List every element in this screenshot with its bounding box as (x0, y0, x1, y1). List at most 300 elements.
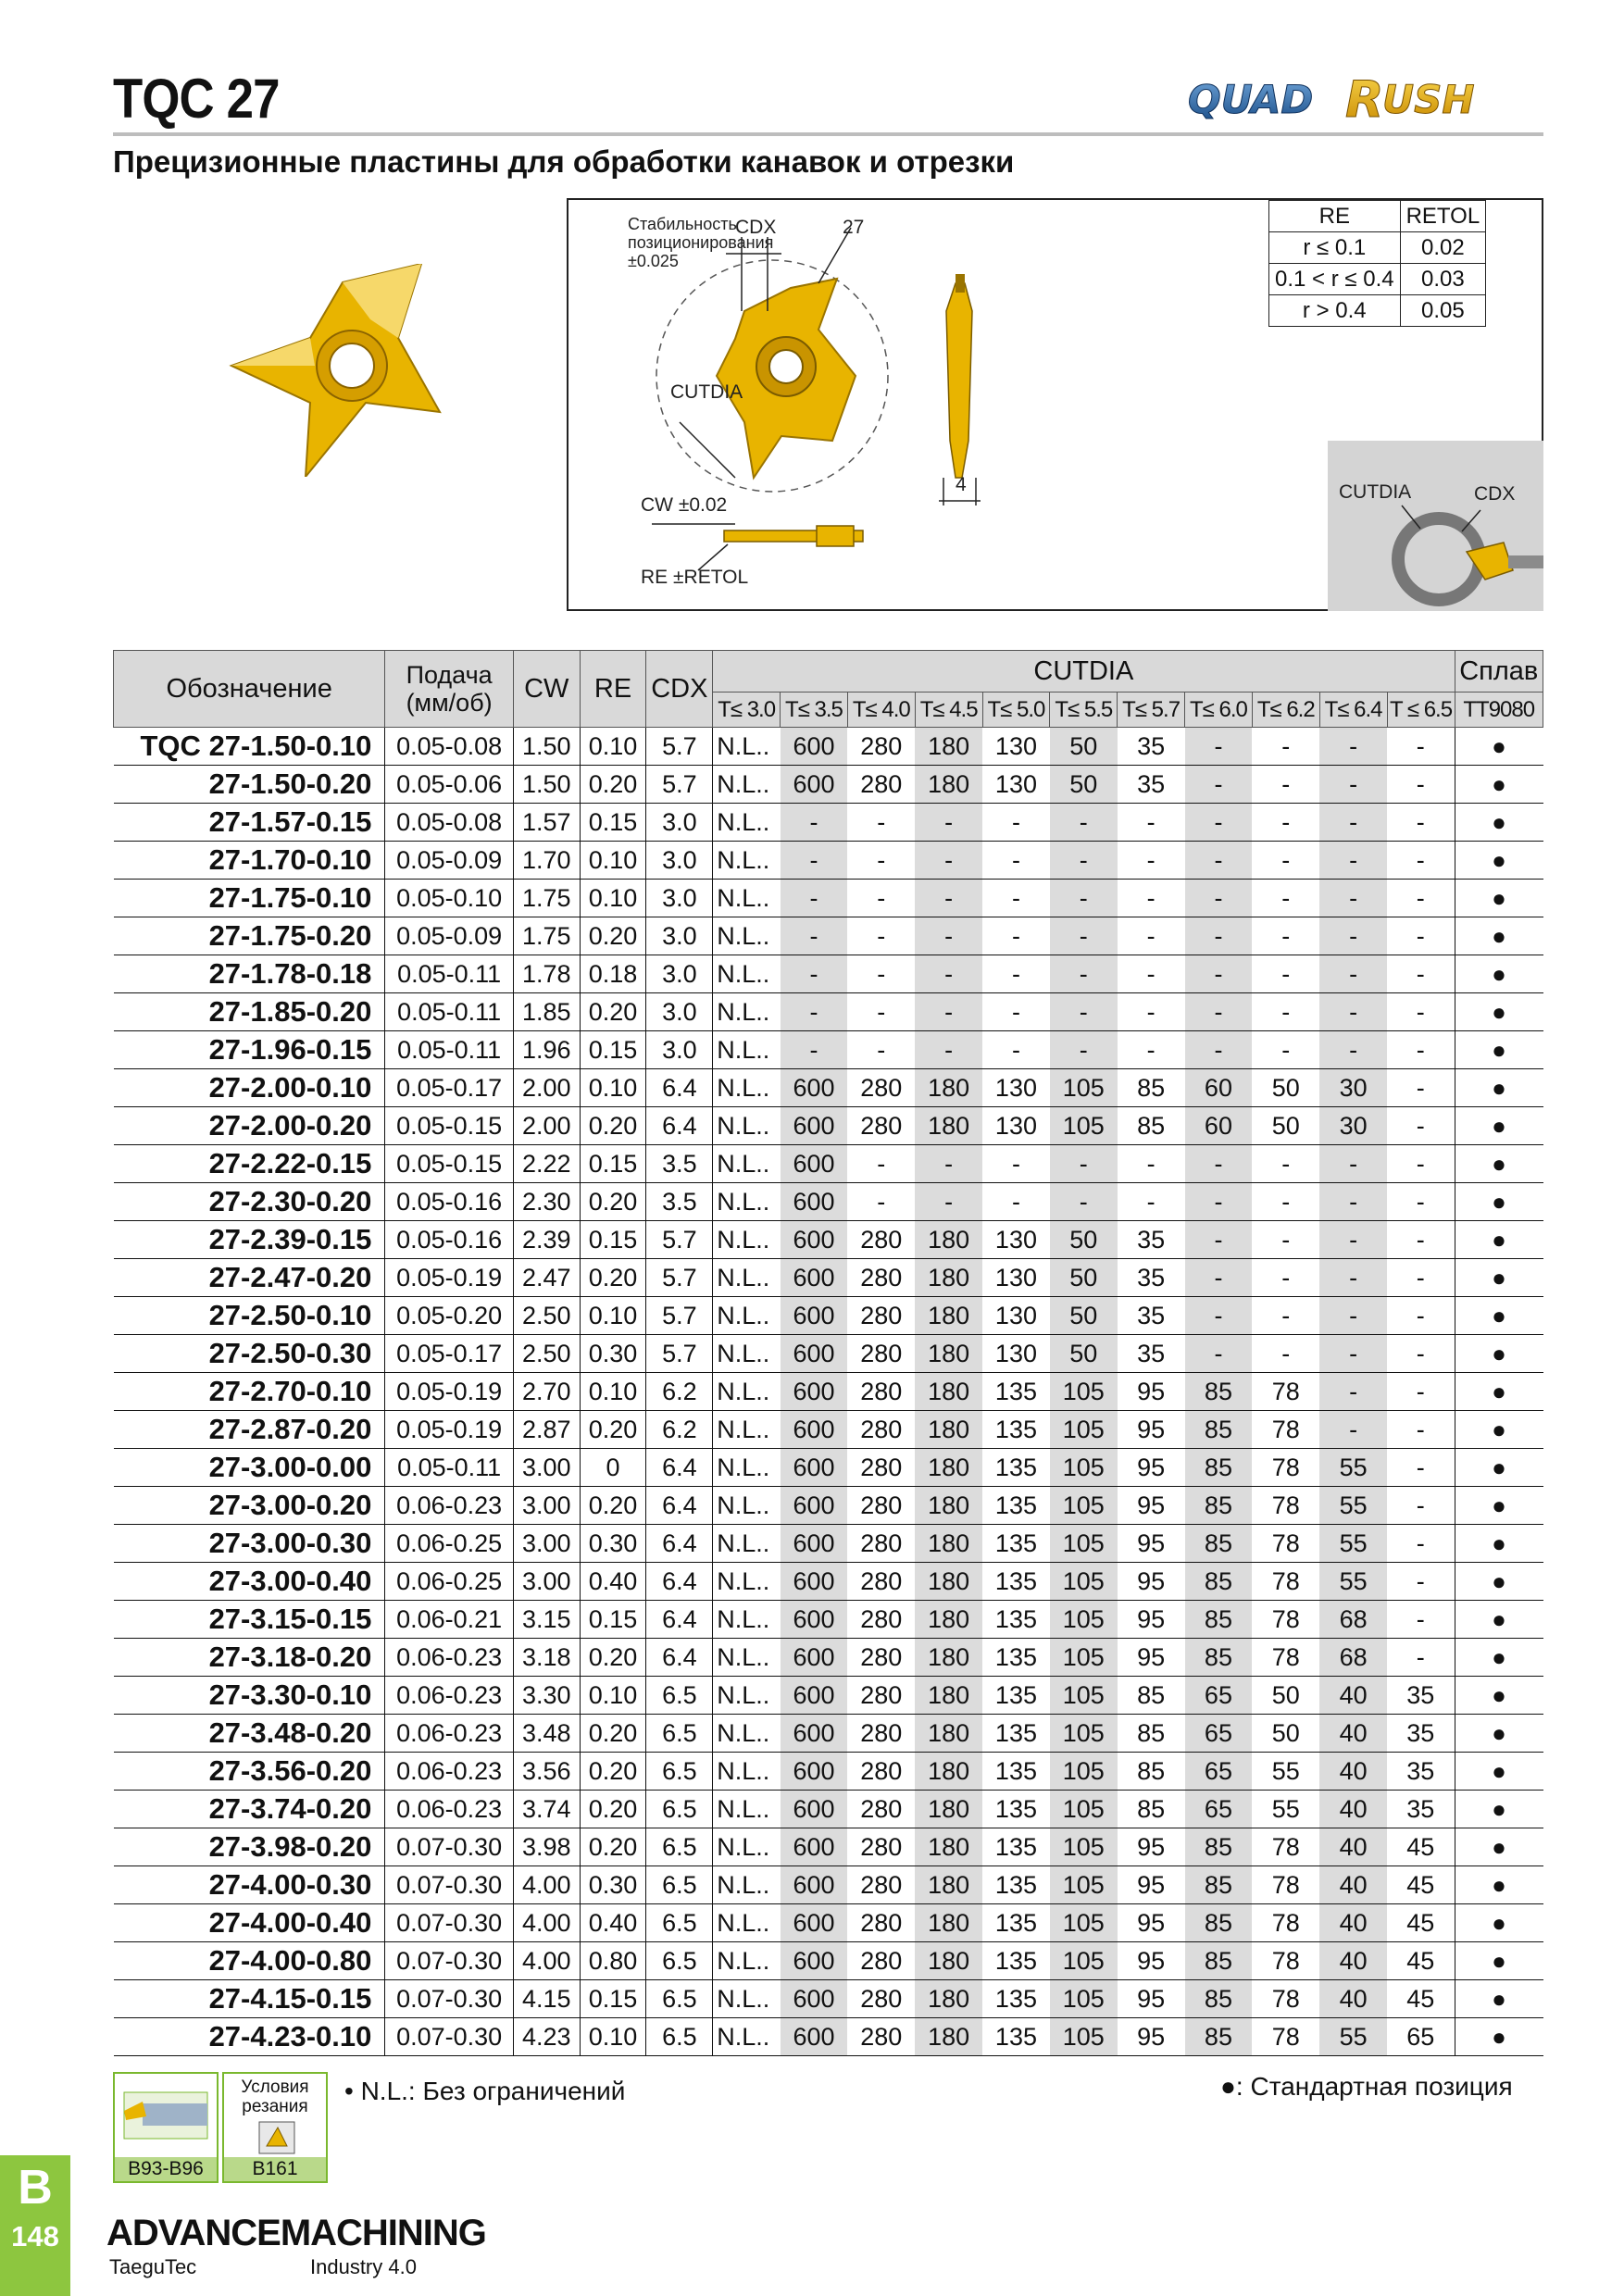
cutdia-cell: - (915, 1145, 982, 1183)
cutdia-cell: 78 (1252, 1563, 1319, 1601)
cutdia-cell: 180 (915, 1677, 982, 1715)
feed-cell: 0.06-0.21 (385, 1601, 513, 1639)
cutdia-cell: N.L.. (713, 1183, 781, 1221)
cutdia-cell: 600 (781, 1373, 848, 1411)
designation-cell: 27-2.22-0.15 (114, 1145, 385, 1183)
cutdia-cell: - (982, 1183, 1050, 1221)
cutdia-cell: N.L.. (713, 1411, 781, 1449)
cutdia-cell: 600 (781, 1563, 848, 1601)
cutdia-cell: 135 (982, 1715, 1050, 1753)
cw-cell: 4.00 (513, 1904, 580, 1942)
designation-cell: 27-1.75-0.10 (114, 880, 385, 917)
cutdia-cell: - (915, 1183, 982, 1221)
cutdia-cell: - (1252, 1183, 1319, 1221)
designation-cell: 27-4.23-0.10 (114, 2018, 385, 2056)
cutdia-cell: - (1118, 1031, 1185, 1069)
feed-cell: 0.05-0.11 (385, 1449, 513, 1487)
cutdia-cell: 280 (847, 1069, 915, 1107)
cw-cell: 3.98 (513, 1828, 580, 1866)
standard-marker-cell: ● (1455, 804, 1543, 842)
cw-cell: 3.48 (513, 1715, 580, 1753)
cutdia-cell: 78 (1252, 1525, 1319, 1563)
reference-box-b93[interactable] (113, 2072, 219, 2183)
brand-sub-left: TaeguTec (109, 2255, 197, 2278)
cutdia-cell: 95 (1118, 1411, 1185, 1449)
designation-cell: 27-3.98-0.20 (114, 1828, 385, 1866)
cutdia-cell: - (1387, 1221, 1455, 1259)
cutdia-cell: 600 (781, 1980, 848, 2018)
cutdia-cell: - (847, 917, 915, 955)
cw-cell: 4.15 (513, 1980, 580, 2018)
designation-cell: 27-4.00-0.40 (114, 1904, 385, 1942)
section-letter: B (18, 2161, 53, 2215)
cutdia-cell: - (1387, 1031, 1455, 1069)
cw-cell: 4.00 (513, 1942, 580, 1980)
cutdia-cell: - (1252, 1221, 1319, 1259)
cutdia-cell: - (1252, 993, 1319, 1031)
cutdia-cell: 280 (847, 1942, 915, 1980)
cw-cell: 3.00 (513, 1563, 580, 1601)
table-row (114, 1335, 1543, 1373)
standard-marker-cell: ● (1455, 1601, 1543, 1639)
table-row (114, 728, 1543, 766)
cutdia-cell: 600 (781, 1449, 848, 1487)
cutdia-cell: - (1387, 842, 1455, 880)
feed-cell: 0.05-0.17 (385, 1069, 513, 1107)
designation-cell: 27-1.96-0.15 (114, 1031, 385, 1069)
cw-cell: 1.78 (513, 955, 580, 993)
cutdia-cell: N.L.. (713, 1525, 781, 1563)
cutdia-cell: 85 (1185, 1373, 1253, 1411)
cdx-cell: 3.0 (646, 917, 713, 955)
retol-cell: 0.02 (1400, 232, 1486, 264)
cutdia-cell: 78 (1252, 1639, 1319, 1677)
feed-cell: 0.05-0.15 (385, 1107, 513, 1145)
cutdia-cell: - (1387, 1411, 1455, 1449)
cutdia-cell: 135 (982, 2018, 1050, 2056)
cutdia-cell: 280 (847, 728, 915, 766)
cutdia-cell: N.L.. (713, 1980, 781, 2018)
cutdia-cell: 78 (1252, 1601, 1319, 1639)
cdx-cell: 6.5 (646, 2018, 713, 2056)
cutdia-cell: 50 (1050, 1221, 1118, 1259)
cutdia-cell: - (915, 804, 982, 842)
cutdia-cell: - (1185, 804, 1253, 842)
cutdia-cell: 35 (1118, 1297, 1185, 1335)
cutdia-cell: 95 (1118, 1525, 1185, 1563)
re-cell: 0.15 (580, 1980, 646, 2018)
re-cell: 0.10 (580, 1677, 646, 1715)
cutdia-cell: - (847, 880, 915, 917)
standard-marker-cell: ● (1455, 955, 1543, 993)
cutdia-cell: 180 (915, 1297, 982, 1335)
feed-cell: 0.06-0.23 (385, 1639, 513, 1677)
stability-label: Стабильность позиционирования ±0.025 (628, 215, 774, 270)
re-cell: 0.20 (580, 1753, 646, 1791)
feed-cell: 0.05-0.11 (385, 955, 513, 993)
designation-cell: 27-2.00-0.20 (114, 1107, 385, 1145)
cutdia-cell: 135 (982, 1449, 1050, 1487)
header-rule (113, 132, 1543, 136)
cdx-label: CDX (735, 217, 777, 238)
cw-cell: 4.00 (513, 1866, 580, 1904)
cutdia-cell: N.L.. (713, 1942, 781, 1980)
cutdia-cell: 600 (781, 1866, 848, 1904)
size-label: 27 (843, 217, 865, 238)
cutdia-cell: 180 (915, 1487, 982, 1525)
cutdia-cell: - (847, 993, 915, 1031)
cutdia-cell: 105 (1050, 1449, 1118, 1487)
re-cell: 0.20 (580, 1791, 646, 1828)
cutdia-cell: - (781, 993, 848, 1031)
cdx-cell: 5.7 (646, 1259, 713, 1297)
cutdia-cell: 40 (1319, 1980, 1387, 2018)
col-re: RE (580, 651, 646, 728)
photo-cutdia-label: CUTDIA (1339, 481, 1412, 503)
designation-cell: 27-1.70-0.10 (114, 842, 385, 880)
cutdia-cell: - (982, 993, 1050, 1031)
cutdia-cell: 600 (781, 1601, 848, 1639)
cutdia-cell: 105 (1050, 1639, 1118, 1677)
cutdia-cell: 35 (1118, 1335, 1185, 1373)
table-row (114, 993, 1543, 1031)
cutdia-cell: 280 (847, 2018, 915, 2056)
retol-cell: r ≤ 0.1 (1269, 232, 1401, 264)
cutdia-cell: - (1252, 917, 1319, 955)
cutdia-cell: - (1185, 1221, 1253, 1259)
col-feed: Подача (мм/об) (385, 651, 513, 728)
re-cell: 0.20 (580, 1259, 646, 1297)
standard-marker-cell: ● (1455, 1107, 1543, 1145)
cutdia-cell: 85 (1185, 1487, 1253, 1525)
cutdia-cell: 85 (1185, 1525, 1253, 1563)
standard-marker-cell: ● (1455, 1335, 1543, 1373)
cutdia-cell: N.L.. (713, 804, 781, 842)
cutdia-cell: 55 (1319, 1563, 1387, 1601)
designation-cell: 27-3.00-0.40 (114, 1563, 385, 1601)
table-row (114, 1601, 1543, 1639)
cutdia-cell: N.L.. (713, 1335, 781, 1373)
re-cell: 0.20 (580, 1715, 646, 1753)
cutdia-cell: 105 (1050, 1753, 1118, 1791)
cutdia-cell: - (1252, 842, 1319, 880)
cutdia-cell: - (1387, 766, 1455, 804)
cutdia-cell: - (1252, 955, 1319, 993)
cutdia-cell: 35 (1387, 1715, 1455, 1753)
feed-cell: 0.05-0.09 (385, 842, 513, 880)
cutdia-cell: N.L.. (713, 728, 781, 766)
cutdia-cell: N.L.. (713, 1677, 781, 1715)
cutdia-cell: 600 (781, 1221, 848, 1259)
cutdia-cell: 65 (1185, 1715, 1253, 1753)
retol-cell: 0.1 < r ≤ 0.4 (1269, 264, 1401, 295)
cutdia-cell: 130 (982, 1107, 1050, 1145)
cdx-cell: 6.5 (646, 1828, 713, 1866)
re-cell: 0.20 (580, 1411, 646, 1449)
cutdia-cell: - (1387, 728, 1455, 766)
cdx-cell: 5.7 (646, 728, 713, 766)
feed-cell: 0.05-0.08 (385, 728, 513, 766)
re-cell: 0.80 (580, 1942, 646, 1980)
cutdia-cell: 85 (1118, 1753, 1185, 1791)
cutdia-cell: 78 (1252, 2018, 1319, 2056)
cdx-cell: 6.5 (646, 1677, 713, 1715)
cw-cell: 3.18 (513, 1639, 580, 1677)
designation-cell: 27-1.75-0.20 (114, 917, 385, 955)
feed-cell: 0.07-0.30 (385, 1980, 513, 2018)
cutdia-cell: - (1118, 1145, 1185, 1183)
cutdia-cell: - (1185, 1335, 1253, 1373)
cutdia-cell: - (915, 880, 982, 917)
cutdia-cell: 180 (915, 1828, 982, 1866)
retol-cell: 0.03 (1400, 264, 1486, 295)
cutdia-cell: 45 (1387, 1866, 1455, 1904)
re-cell: 0.30 (580, 1866, 646, 1904)
re-cell: 0.20 (580, 1639, 646, 1677)
cutdia-cell: 30 (1319, 1107, 1387, 1145)
re-cell: 0.15 (580, 1221, 646, 1259)
cutdia-cell: 45 (1387, 1942, 1455, 1980)
cutdia-cell: 45 (1387, 1904, 1455, 1942)
feed-cell: 0.07-0.30 (385, 2018, 513, 2056)
col-cutdia: CUTDIA (713, 651, 1455, 693)
cutdia-cell: - (1185, 955, 1253, 993)
cutdia-cell: - (1319, 1259, 1387, 1297)
cw-cell: 3.30 (513, 1677, 580, 1715)
cutdia-cell: - (1118, 842, 1185, 880)
cutdia-cell: - (1185, 1031, 1253, 1069)
cutdia-cell: N.L.. (713, 880, 781, 917)
svg-text:R: R (1345, 72, 1384, 128)
col-cutdia-t: T≤ 5.5 (1050, 693, 1118, 728)
cutdia-cell: 280 (847, 1639, 915, 1677)
cutdia-cell: 280 (847, 1828, 915, 1866)
re-cell: 0.40 (580, 1563, 646, 1601)
cutdia-cell: - (915, 955, 982, 993)
cutdia-cell: 600 (781, 1639, 848, 1677)
cutdia-cell: 130 (982, 1221, 1050, 1259)
cutdia-cell: 50 (1252, 1069, 1319, 1107)
cutdia-cell: 95 (1118, 1563, 1185, 1601)
cutdia-cell: 105 (1050, 1069, 1118, 1107)
cutdia-cell: N.L.. (713, 1753, 781, 1791)
cutdia-cell: 280 (847, 1259, 915, 1297)
cutdia-cell: - (1118, 993, 1185, 1031)
cw-cell: 2.50 (513, 1297, 580, 1335)
cw-cell: 2.22 (513, 1145, 580, 1183)
cutdia-cell: - (1252, 1031, 1319, 1069)
cutdia-cell: 280 (847, 1677, 915, 1715)
cutdia-cell: 50 (1050, 766, 1118, 804)
cutdia-cell: 40 (1319, 1715, 1387, 1753)
cutdia-cell: 180 (915, 1449, 982, 1487)
cutdia-cell: - (1319, 804, 1387, 842)
cw-cell: 3.15 (513, 1601, 580, 1639)
cdx-cell: 6.4 (646, 1107, 713, 1145)
table-row (114, 1259, 1543, 1297)
cutdia-cell: - (1050, 955, 1118, 993)
cw-cell: 3.74 (513, 1791, 580, 1828)
col-grade-name: TT9080 (1455, 693, 1543, 728)
cutdia-cell: 105 (1050, 1411, 1118, 1449)
cutdia-cell: - (1387, 1601, 1455, 1639)
cutdia-cell: 135 (982, 1828, 1050, 1866)
table-row (114, 1904, 1543, 1942)
cutdia-cell: 65 (1185, 1791, 1253, 1828)
standard-marker-cell: ● (1455, 1563, 1543, 1601)
cutdia-cell: 105 (1050, 1525, 1118, 1563)
table-row (114, 1525, 1543, 1563)
cutdia-cell: 68 (1319, 1639, 1387, 1677)
cutdia-cell: 35 (1387, 1753, 1455, 1791)
cutdia-cell: 280 (847, 1487, 915, 1525)
cutdia-cell: 35 (1387, 1677, 1455, 1715)
cutdia-cell: 130 (982, 1297, 1050, 1335)
cutdia-cell: - (1387, 1069, 1455, 1107)
cutdia-cell: 135 (982, 1563, 1050, 1601)
cutdia-cell: - (1319, 880, 1387, 917)
cutdia-cell: 30 (1319, 1069, 1387, 1107)
standard-marker-cell: ● (1455, 1145, 1543, 1183)
brand-logo: ADVANCEMACHINING (106, 2213, 486, 2253)
cutdia-cell: 280 (847, 1411, 915, 1449)
cutdia-cell: 135 (982, 1487, 1050, 1525)
cutdia-cell: - (1050, 917, 1118, 955)
cutdia-cell: 600 (781, 1525, 848, 1563)
cdx-cell: 3.0 (646, 880, 713, 917)
cw-cell: 2.39 (513, 1221, 580, 1259)
cutdia-cell: - (847, 842, 915, 880)
standard-marker-cell: ● (1455, 1753, 1543, 1791)
cutdia-cell: 55 (1319, 2018, 1387, 2056)
reference-box-label: B93-B96 (115, 2157, 217, 2181)
cutdia-cell: 68 (1319, 1601, 1387, 1639)
cutdia-cell: 180 (915, 1601, 982, 1639)
cutdia-cell: - (1050, 804, 1118, 842)
standard-marker-cell: ● (1455, 1373, 1543, 1411)
cutdia-cell: - (982, 804, 1050, 842)
cutdia-label: CUTDIA (670, 381, 743, 403)
cutdia-cell: 180 (915, 1221, 982, 1259)
cutdia-cell: N.L.. (713, 1259, 781, 1297)
designation-cell: 27-3.56-0.20 (114, 1753, 385, 1791)
cw-cell: 2.70 (513, 1373, 580, 1411)
cutdia-cell: - (982, 1145, 1050, 1183)
cutdia-cell: - (1252, 880, 1319, 917)
cutdia-cell: 105 (1050, 1828, 1118, 1866)
cutdia-cell: 50 (1050, 1297, 1118, 1335)
cutdia-cell: 180 (915, 1791, 982, 1828)
cutdia-cell: 85 (1118, 1677, 1185, 1715)
cw-label: CW ±0.02 (641, 494, 728, 516)
cutdia-cell: - (915, 842, 982, 880)
cutdia-cell: - (1185, 1297, 1253, 1335)
cdx-cell: 5.7 (646, 766, 713, 804)
cutdia-cell: - (1050, 1031, 1118, 1069)
col-cutdia-t: T≤ 4.0 (847, 693, 915, 728)
feed-cell: 0.05-0.09 (385, 917, 513, 955)
re-cell: 0.15 (580, 1031, 646, 1069)
cutdia-cell: - (1387, 1297, 1455, 1335)
cutdia-cell: N.L.. (713, 1031, 781, 1069)
standard-marker-cell: ● (1455, 1866, 1543, 1904)
cutdia-cell: 78 (1252, 1828, 1319, 1866)
cutdia-cell: - (1387, 1487, 1455, 1525)
re-cell: 0.10 (580, 2018, 646, 2056)
cutdia-cell: - (1319, 1221, 1387, 1259)
re-cell: 0.20 (580, 1828, 646, 1866)
cutdia-cell: 600 (781, 1753, 848, 1791)
cutdia-cell: - (915, 1031, 982, 1069)
cutdia-cell: 600 (781, 1677, 848, 1715)
cutdia-cell: 55 (1319, 1525, 1387, 1563)
cutdia-cell: 105 (1050, 1601, 1118, 1639)
cutdia-cell: 85 (1185, 1942, 1253, 1980)
cdx-cell: 6.5 (646, 1904, 713, 1942)
cdx-cell: 6.2 (646, 1411, 713, 1449)
standard-marker-cell: ● (1455, 1069, 1543, 1107)
cw-cell: 4.23 (513, 2018, 580, 2056)
cutdia-cell: N.L.. (713, 1145, 781, 1183)
cw-cell: 1.50 (513, 766, 580, 804)
designation-cell: 27-4.00-0.30 (114, 1866, 385, 1904)
cutdia-cell: 95 (1118, 1601, 1185, 1639)
cutdia-cell: 600 (781, 1487, 848, 1525)
cutdia-cell: - (1319, 1183, 1387, 1221)
feed-cell: 0.07-0.30 (385, 1828, 513, 1866)
cutdia-cell: 280 (847, 1601, 915, 1639)
cutdia-cell: - (1185, 1183, 1253, 1221)
cutdia-cell: - (982, 955, 1050, 993)
standard-marker-cell: ● (1455, 1715, 1543, 1753)
cutdia-cell: 280 (847, 1791, 915, 1828)
cutting-conditions-label: B161 (224, 2157, 326, 2181)
feed-cell: 0.05-0.19 (385, 1259, 513, 1297)
cutdia-cell: - (982, 917, 1050, 955)
table-row (114, 880, 1543, 917)
cdx-cell: 3.0 (646, 955, 713, 993)
cdx-cell: 6.5 (646, 1715, 713, 1753)
cutdia-cell: 180 (915, 766, 982, 804)
cutdia-cell: - (1319, 1373, 1387, 1411)
cutdia-cell: 600 (781, 1107, 848, 1145)
re-cell: 0.20 (580, 917, 646, 955)
table-row (114, 1980, 1543, 2018)
photo-cdx-label: CDX (1474, 483, 1516, 505)
cdx-cell: 6.4 (646, 1639, 713, 1677)
cutdia-cell: 280 (847, 1335, 915, 1373)
standard-marker-cell: ● (1455, 1411, 1543, 1449)
cutdia-cell: 105 (1050, 1980, 1118, 2018)
cdx-cell: 6.5 (646, 1791, 713, 1828)
application-photo (1328, 441, 1543, 611)
cutdia-cell: 135 (982, 1791, 1050, 1828)
table-row (114, 1828, 1543, 1866)
cutdia-cell: - (1118, 955, 1185, 993)
re-cell: 0.30 (580, 1335, 646, 1373)
re-cell: 0.20 (580, 1487, 646, 1525)
re-cell: 0.10 (580, 728, 646, 766)
cutting-conditions-box[interactable] (222, 2072, 328, 2183)
cutdia-cell: - (1252, 766, 1319, 804)
cutdia-cell: 85 (1185, 1449, 1253, 1487)
feed-cell: 0.06-0.23 (385, 1753, 513, 1791)
designation-cell: 27-3.00-0.20 (114, 1487, 385, 1525)
col-cutdia-t: T≤ 6.0 (1185, 693, 1253, 728)
cutdia-cell: - (1185, 1259, 1253, 1297)
cutdia-cell: 95 (1118, 1639, 1185, 1677)
cutdia-cell: - (781, 1031, 848, 1069)
